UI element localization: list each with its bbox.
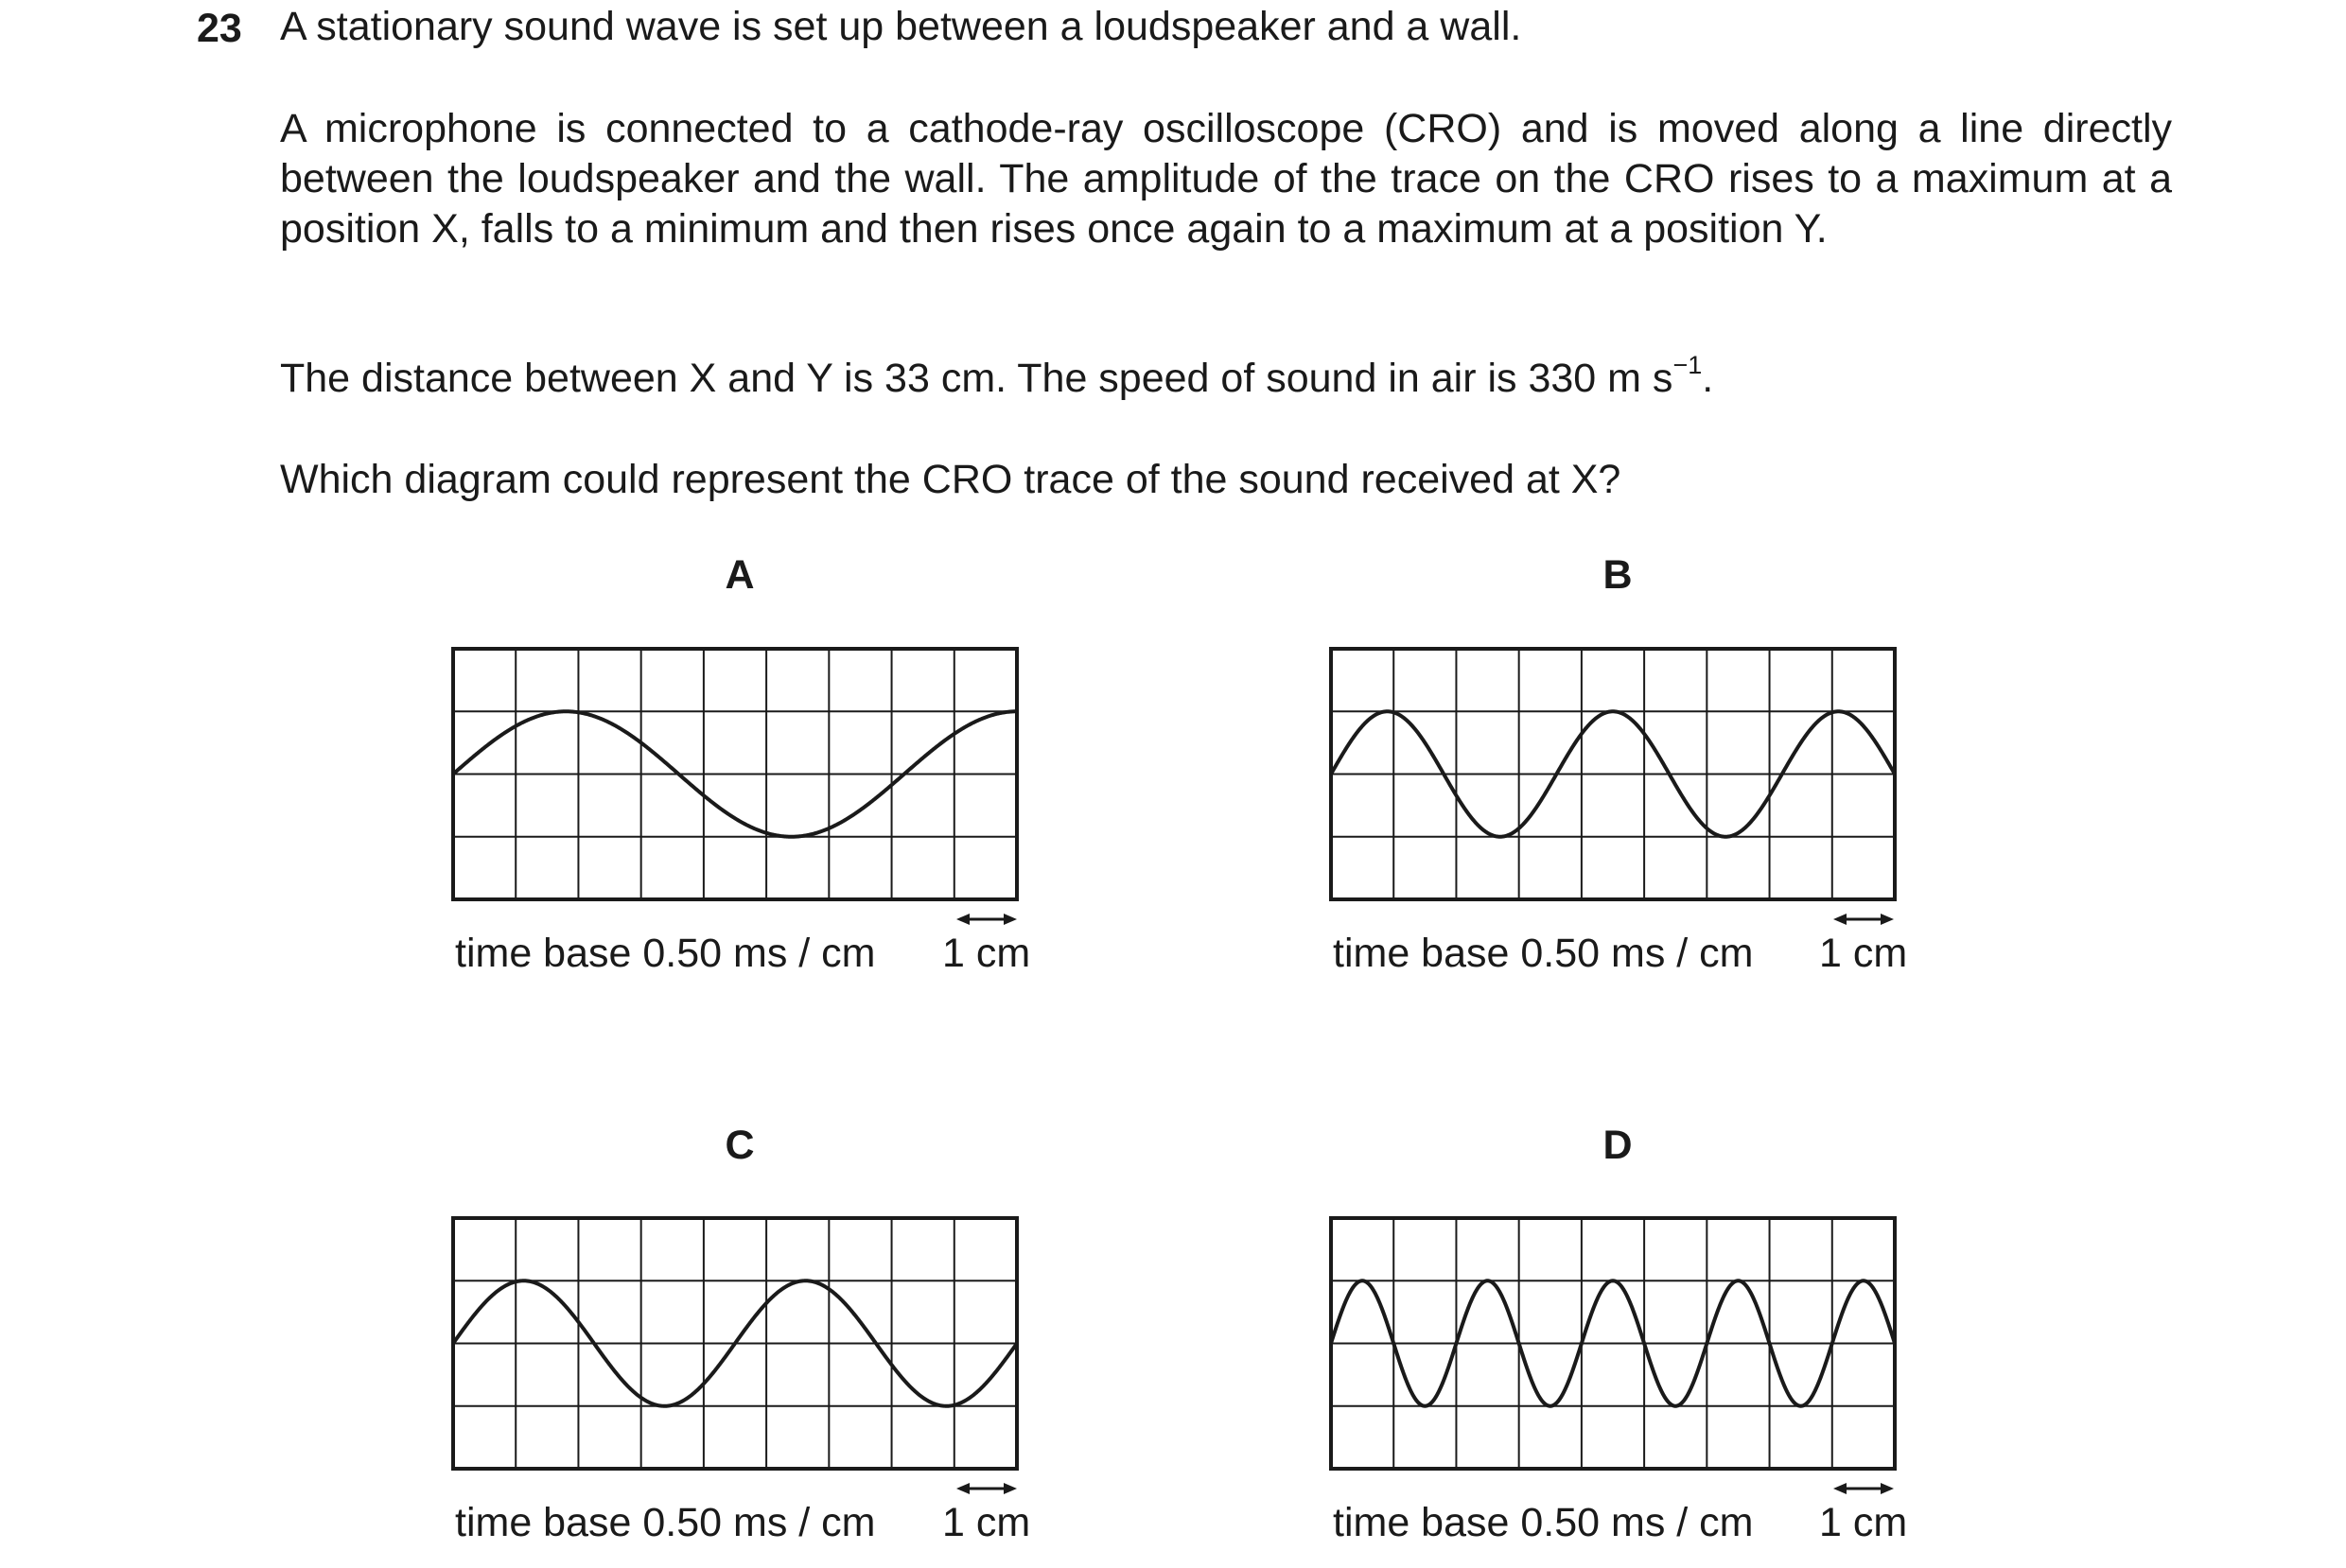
option-c-cro-screen[interactable] xyxy=(453,1218,1017,1469)
option-a-time-base: time base 0.50 ms / cm xyxy=(455,931,876,976)
option-a-cro-screen[interactable] xyxy=(453,649,1017,899)
data-line-end: . xyxy=(1702,356,1714,401)
option-a-scale-arrow-icon xyxy=(956,913,1017,926)
option-d-label[interactable]: D xyxy=(1602,1123,1633,1168)
option-c-label[interactable]: C xyxy=(725,1123,755,1168)
option-b-time-base: time base 0.50 ms / cm xyxy=(1333,931,1754,976)
option-c-scale-label: 1 cm xyxy=(942,1500,1031,1545)
option-b-scale-arrow-icon xyxy=(1833,913,1894,926)
option-c-scale-arrow-icon xyxy=(956,1482,1017,1495)
option-c-time-base: time base 0.50 ms / cm xyxy=(455,1500,876,1545)
option-b-cro-screen[interactable] xyxy=(1331,649,1895,899)
option-b-scale-label: 1 cm xyxy=(1819,931,1908,976)
option-b-label[interactable]: B xyxy=(1602,552,1633,598)
option-d-scale-arrow-icon xyxy=(1833,1482,1894,1495)
question-prompt: Which diagram could represent the CRO trace of the sound received at X? xyxy=(280,457,1621,502)
question-data-line xyxy=(280,350,2172,404)
option-d-cro-screen[interactable] xyxy=(1331,1218,1895,1469)
option-d-time-base: time base 0.50 ms / cm xyxy=(1333,1500,1754,1545)
question-number: 23 xyxy=(197,6,242,51)
question-description: A microphone is connected to a cathode-ray oscilloscope (CRO) and is moved along a line directly between the loudspeaker and the wall. The amplitude of the trace on the CRO rises to a maximum at a position X, falls to a minimum and then rises once again to a maximum at a position Y. xyxy=(280,106,2172,252)
option-d-scale-label: 1 cm xyxy=(1819,1500,1908,1545)
question-intro: A stationary sound wave is set up between a loudspeaker and a wall. xyxy=(280,4,1522,49)
option-a-scale-label: 1 cm xyxy=(942,931,1031,976)
option-a-label[interactable]: A xyxy=(725,552,755,598)
data-line-main: The distance between X and Y is 33 cm. The speed of sound in air is 330 m s xyxy=(280,356,1673,401)
data-line-superscript: −1 xyxy=(1672,350,1703,379)
